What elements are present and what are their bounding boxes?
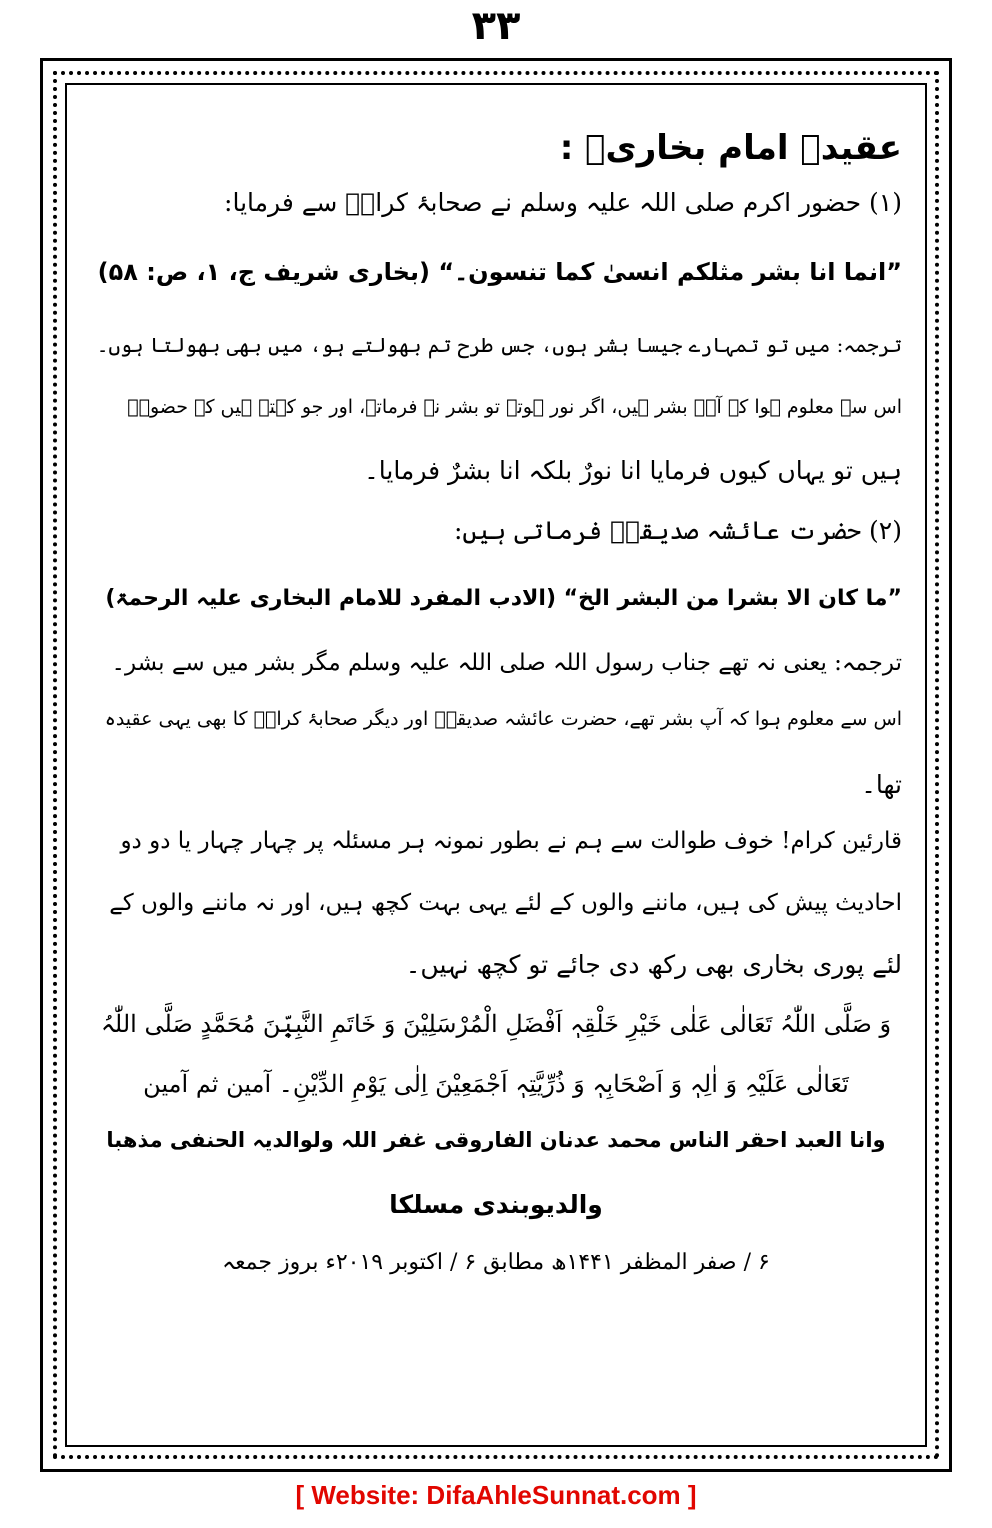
translation-1: ترجمہ: میں تو تمہارے جیسا بشر ہوں، جس طرح تم بھولتے ہو، میں بھی بھولتا ہوں۔ [96, 333, 902, 357]
hadith-quote-1: ”انما انا بشر مثلکم انسیٰ کما تنسون۔“ (بخاری شریف ج، ۱، ص: ۵۸) [97, 258, 902, 286]
durood-line-1: وَ صَلَّی اللّٰہُ تَعَالٰی عَلٰی خَیْرِ خَلْقِہٖ اَفْضَلِ الْمُرْسَلِیْنَ وَ خَاتَمِ النَّبِیّٖنَ مُحَمَّدٍ صَلَّی اللّٰہُ [100, 1010, 892, 1038]
text-line-9: اس سے معلوم ہوا کہ آپ بشر تھے، حضرت عائشہ صدیقہؓ اور دیگر صحابۂ کرامؓ کا بھی یہی عقیدہ [104, 708, 902, 730]
durood-line-2: تَعَالٰی عَلَیْہِ وَ اٰلِہٖ وَ اَصْحَابِہٖ وَ ذُرِّیَّتِہٖ اَجْمَعِیْنَ اِلٰی یَوْمِ الدِّیْنِ۔ آمین ثم آمین [143, 1070, 849, 1098]
author-line-2: والدیوبندی مسلکا [389, 1190, 603, 1219]
hadith-quote-2: ”ما کان الا بشرا من البشر الخ“ (الادب المفرد للامام البخاری علیہ الرحمۃ) [105, 586, 902, 611]
text-line-6: (۲) حضرت عائشہ صدیقہؓ فرماتی ہیں: [453, 516, 902, 545]
page-border-inner [65, 83, 927, 1447]
date-line: ۶ / صفر المظفر ۱۴۴۱ھ مطابق ۶ / اکتوبر ۲۰۱۹ء بروز جمعہ [222, 1250, 770, 1275]
text-line-5: ہیں تو یہاں کیوں فرمایا انا نورٌ بلکہ انا بشرٌ فرمایا۔ [364, 456, 902, 485]
text-line-13: لئے پوری بخاری بھی رکھ دی جائے تو کچھ نہیں۔ [405, 950, 902, 979]
translation-2: ترجمہ: یعنی نہ تھے جناب رسول اللہ صلی اللہ علیہ وسلم مگر بشر میں سے بشر۔ [111, 650, 902, 676]
text-line-10: تھا۔ [861, 770, 902, 799]
website-footer: [ Website: DifaAhleSunnat.com ] [295, 1480, 697, 1510]
text-line-12: احادیث پیش کی ہیں، ماننے والوں کے لئے یہی بہت کچھ ہیں، اور نہ ماننے والوں کے [109, 890, 902, 916]
author-line-1: وانا العبد احقر الناس محمد عدنان الفاروقی غفر اللہ ولوالدیہ الحنفی مذھبا [106, 1128, 886, 1152]
page-number: ۳۳ [471, 3, 521, 49]
text-line-11: قارئین کرام! خوف طوالت سے ہم نے بطور نمونہ ہر مسئلہ پر چہار چہار یا دو دو [120, 828, 902, 854]
text-line-1: (۱) حضور اکرم صلی اللہ علیہ وسلم نے صحابۂ کرامؓ سے فرمایا: [224, 188, 902, 217]
section-heading: عقیدہ امام بخاریؒ : [559, 128, 902, 168]
text-line-4: اس سے معلوم ہوا کہ آپؐ بشر ہیں، اگر نور ہوتے تو بشر نہ فرماتے، اور جو کہتے ہیں کہ حضورؐ [127, 396, 902, 418]
